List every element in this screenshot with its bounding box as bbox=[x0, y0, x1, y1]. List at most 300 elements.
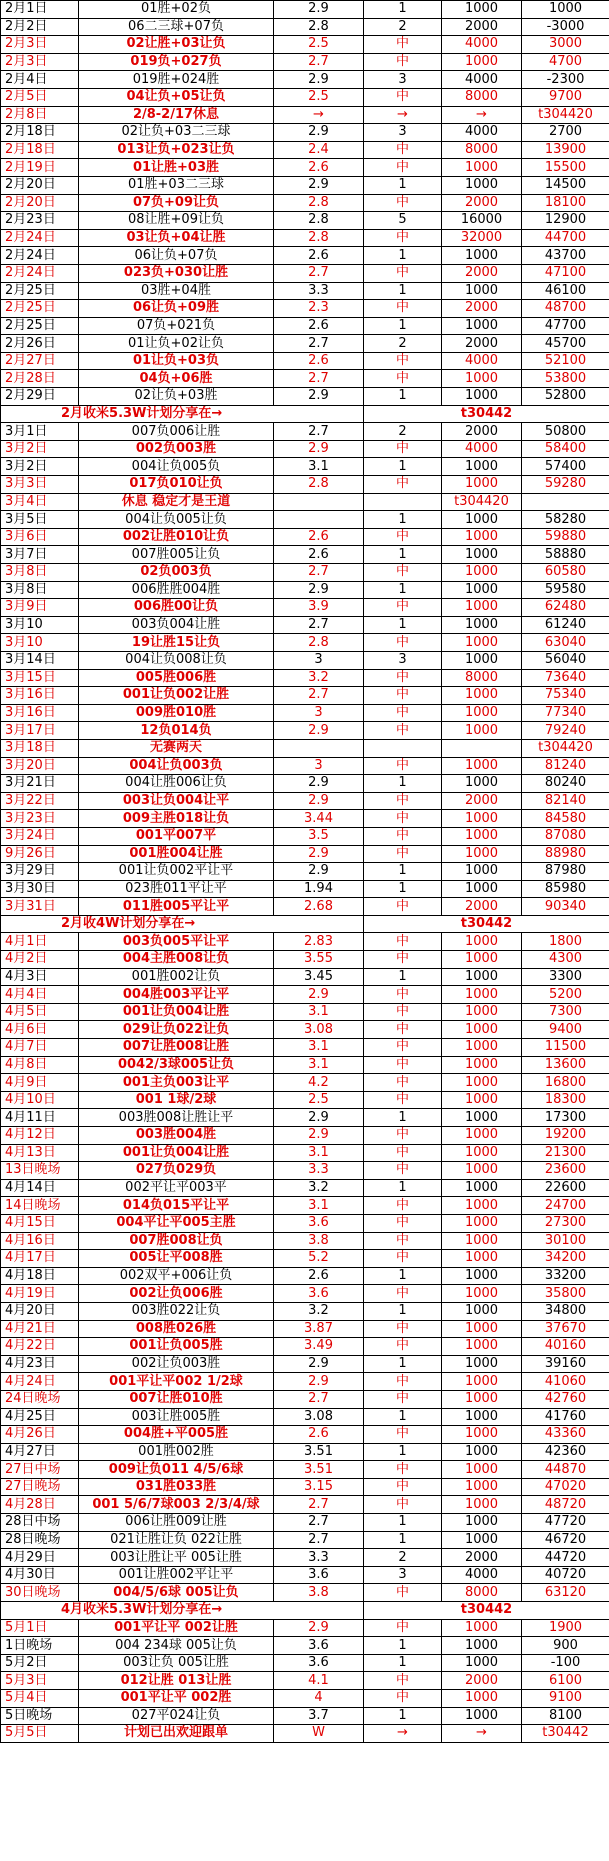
cell-pick: 休息 稳定才是王道 bbox=[79, 493, 274, 511]
cell-pick: 004让负003负 bbox=[79, 757, 274, 775]
cell-balance: 47700 bbox=[522, 317, 609, 335]
cell-pick: 003胜008让胜让平 bbox=[79, 1109, 274, 1127]
record-row bbox=[1, 792, 609, 810]
cell-stake: 1000 bbox=[442, 722, 522, 740]
cell-result: 中 bbox=[364, 564, 442, 582]
cell-balance: -2300 bbox=[522, 71, 609, 89]
cell-stake bbox=[442, 739, 522, 757]
cell-result: 中 bbox=[364, 352, 442, 370]
cell-odds: 3.1 bbox=[274, 458, 364, 476]
cell-stake: 1000 bbox=[442, 968, 522, 986]
record-row bbox=[1, 1003, 609, 1021]
cell-date: 3月4日 bbox=[1, 493, 79, 511]
cell-odds: 2.9 bbox=[274, 1355, 364, 1373]
cell-odds: 3.1 bbox=[274, 1039, 364, 1057]
cell-odds: 2.7 bbox=[274, 423, 364, 441]
cell-balance: 77340 bbox=[522, 704, 609, 722]
cell-odds: 3.1 bbox=[274, 1197, 364, 1215]
cell-result: 中 bbox=[364, 264, 442, 282]
cell-balance: 34800 bbox=[522, 1302, 609, 1320]
cell-result: 1 bbox=[364, 1408, 442, 1426]
cell-date: 4月25日 bbox=[1, 1408, 79, 1426]
cell-result: 中 bbox=[364, 1127, 442, 1145]
record-row bbox=[1, 370, 609, 388]
cell-date: 2月20日 bbox=[1, 194, 79, 212]
cell-balance: 13600 bbox=[522, 1056, 609, 1074]
cell-odds: W bbox=[274, 1725, 364, 1743]
record-row bbox=[1, 704, 609, 722]
cell-odds: 3.6 bbox=[274, 1566, 364, 1584]
cell-stake: 1000 bbox=[442, 863, 522, 881]
cell-odds: 3.7 bbox=[274, 1707, 364, 1725]
cell-odds: 2.7 bbox=[274, 53, 364, 71]
cell-odds: 2.9 bbox=[274, 845, 364, 863]
cell-stake: 1000 bbox=[442, 1390, 522, 1408]
cell-result: 中 bbox=[364, 1285, 442, 1303]
cell-date: 3月9日 bbox=[1, 599, 79, 617]
record-row bbox=[1, 687, 609, 705]
record-row bbox=[1, 1320, 609, 1338]
cell-date: 2月2日 bbox=[1, 18, 79, 36]
cell-stake: 1000 bbox=[442, 1127, 522, 1145]
record-row bbox=[1, 1074, 609, 1092]
record-row bbox=[1, 71, 609, 89]
cell-date: 14日晚场 bbox=[1, 1197, 79, 1215]
cell-balance: 75340 bbox=[522, 687, 609, 705]
cell-odds: 3 bbox=[274, 704, 364, 722]
cell-odds: 2.8 bbox=[274, 229, 364, 247]
cell-odds: 4.1 bbox=[274, 1672, 364, 1690]
cell-pick: 02负003负 bbox=[79, 564, 274, 582]
cell-stake: 2000 bbox=[442, 1672, 522, 1690]
cell-result: 中 bbox=[364, 141, 442, 159]
cell-balance: 30100 bbox=[522, 1232, 609, 1250]
record-row bbox=[1, 1496, 609, 1514]
cell-pick: 011胜005平让平 bbox=[79, 898, 274, 916]
cell-stake: 1000 bbox=[442, 1021, 522, 1039]
cell-stake: 1000 bbox=[442, 880, 522, 898]
record-row bbox=[1, 1408, 609, 1426]
cell-balance: 34200 bbox=[522, 1250, 609, 1268]
record-row bbox=[1, 1443, 609, 1461]
record-row bbox=[1, 1566, 609, 1584]
cell-date: 2月8日 bbox=[1, 106, 79, 124]
record-row bbox=[1, 300, 609, 318]
cell-result: 中 bbox=[364, 1214, 442, 1232]
record-row bbox=[1, 247, 609, 265]
cell-result: 中 bbox=[364, 827, 442, 845]
cell-pick: 003胜004胜 bbox=[79, 1127, 274, 1145]
cell-odds: 3.51 bbox=[274, 1443, 364, 1461]
record-row bbox=[1, 1, 609, 19]
cell-date: 27日晚场 bbox=[1, 1478, 79, 1496]
cell-pick: 002平让平003平 bbox=[79, 1179, 274, 1197]
cell-stake: 1000 bbox=[442, 1338, 522, 1356]
cell-stake: 2000 bbox=[442, 18, 522, 36]
record-row bbox=[1, 212, 609, 230]
record-row bbox=[1, 528, 609, 546]
cell-pick: 001平让平 002让胜 bbox=[79, 1619, 274, 1637]
cell-balance: 48700 bbox=[522, 300, 609, 318]
cell-odds: 3.3 bbox=[274, 282, 364, 300]
cell-result: 3 bbox=[364, 124, 442, 142]
cell-pick: 计划已出欢迎跟单 bbox=[79, 1725, 274, 1743]
cell-stake: 1000 bbox=[442, 1355, 522, 1373]
cell-odds: 3.2 bbox=[274, 1179, 364, 1197]
cell-date: 2月28日 bbox=[1, 370, 79, 388]
cell-balance: 62480 bbox=[522, 599, 609, 617]
record-row bbox=[1, 634, 609, 652]
cell-date: 2月25日 bbox=[1, 282, 79, 300]
cell-date: 2月19日 bbox=[1, 159, 79, 177]
cell-result: → bbox=[364, 1725, 442, 1743]
cell-odds: 2.9 bbox=[274, 440, 364, 458]
cell-date: 2月18日 bbox=[1, 124, 79, 142]
cell-date: 4月8日 bbox=[1, 1056, 79, 1074]
cell-date: 3月10 bbox=[1, 634, 79, 652]
cell-balance: 6100 bbox=[522, 1672, 609, 1690]
cell-date: 3月3日 bbox=[1, 476, 79, 494]
cell-date: 3月18日 bbox=[1, 739, 79, 757]
cell-result: 1 bbox=[364, 247, 442, 265]
cell-pick: 003让负 005让胜 bbox=[79, 1654, 274, 1672]
cell-stake: 4000 bbox=[442, 440, 522, 458]
cell-stake: 1000 bbox=[442, 476, 522, 494]
cell-date: 3月8日 bbox=[1, 564, 79, 582]
cell-date: 4月7日 bbox=[1, 1039, 79, 1057]
cell-stake: 1000 bbox=[442, 599, 522, 617]
cell-result: 中 bbox=[364, 687, 442, 705]
cell-balance: 47020 bbox=[522, 1478, 609, 1496]
cell-odds: 2.6 bbox=[274, 352, 364, 370]
cell-odds: 2.7 bbox=[274, 370, 364, 388]
cell-result: 中 bbox=[364, 1461, 442, 1479]
cell-balance: 58400 bbox=[522, 440, 609, 458]
cell-pick: 001让负002让胜 bbox=[79, 687, 274, 705]
cell-result: 1 bbox=[364, 282, 442, 300]
cell-date: 4月20日 bbox=[1, 1302, 79, 1320]
cell-odds: 2.9 bbox=[274, 1127, 364, 1145]
cell-date: 3月2日 bbox=[1, 458, 79, 476]
record-row bbox=[1, 1039, 609, 1057]
cell-stake: 1000 bbox=[442, 704, 522, 722]
cell-result: 5 bbox=[364, 212, 442, 230]
cell-pick: 005胜006胜 bbox=[79, 669, 274, 687]
cell-stake: 1000 bbox=[442, 1074, 522, 1092]
cell-odds bbox=[274, 493, 364, 511]
cell-odds: 2.8 bbox=[274, 634, 364, 652]
cell-odds: 2.9 bbox=[274, 863, 364, 881]
cell-result: 中 bbox=[364, 528, 442, 546]
record-row bbox=[1, 388, 609, 406]
cell-result: 中 bbox=[364, 1162, 442, 1180]
cell-balance: 24700 bbox=[522, 1197, 609, 1215]
cell-pick: 009主胜018让负 bbox=[79, 810, 274, 828]
cell-date: 3月8日 bbox=[1, 581, 79, 599]
cell-pick: 021让胜让负 022让胜 bbox=[79, 1531, 274, 1549]
cell-balance: 43700 bbox=[522, 247, 609, 265]
cell-odds: 2.7 bbox=[274, 1390, 364, 1408]
cell-balance: 11500 bbox=[522, 1039, 609, 1057]
cell-odds: 2.9 bbox=[274, 775, 364, 793]
record-row bbox=[1, 229, 609, 247]
record-row bbox=[1, 616, 609, 634]
cell-result: 1 bbox=[364, 616, 442, 634]
cell-odds: 3.2 bbox=[274, 669, 364, 687]
cell-date: 2月5日 bbox=[1, 88, 79, 106]
cell-pick: 001胜004让胜 bbox=[79, 845, 274, 863]
cell-pick: 009让负011 4/5/6球 bbox=[79, 1461, 274, 1479]
cell-odds: → bbox=[274, 106, 364, 124]
cell-odds: 3.5 bbox=[274, 827, 364, 845]
cell-date: 28日晚场 bbox=[1, 1531, 79, 1549]
cell-date: 4月9日 bbox=[1, 1074, 79, 1092]
cell-date: 3月22日 bbox=[1, 792, 79, 810]
cell-pick: 006胜00让负 bbox=[79, 599, 274, 617]
record-row bbox=[1, 1197, 609, 1215]
cell-odds: 3.6 bbox=[274, 1285, 364, 1303]
record-row bbox=[1, 176, 609, 194]
cell-result: 1 bbox=[364, 511, 442, 529]
record-row bbox=[1, 1109, 609, 1127]
cell-balance bbox=[522, 493, 609, 511]
cell-pick: 008胜026胜 bbox=[79, 1320, 274, 1338]
cell-odds bbox=[274, 739, 364, 757]
cell-stake: 1000 bbox=[442, 317, 522, 335]
cell-odds: 2.83 bbox=[274, 933, 364, 951]
cell-balance: 73640 bbox=[522, 669, 609, 687]
cell-pick: 002让负003胜 bbox=[79, 1355, 274, 1373]
cell-date: 27日中场 bbox=[1, 1461, 79, 1479]
cell-balance: 79240 bbox=[522, 722, 609, 740]
cell-balance: 57400 bbox=[522, 458, 609, 476]
cell-result: 中 bbox=[364, 1619, 442, 1637]
cell-odds: 3.3 bbox=[274, 1549, 364, 1567]
cell-pick: 023胜011平让平 bbox=[79, 880, 274, 898]
cell-result: 中 bbox=[364, 53, 442, 71]
record-row bbox=[1, 36, 609, 54]
cell-stake: 8000 bbox=[442, 1584, 522, 1602]
record-row bbox=[1, 53, 609, 71]
cell-odds: 3.6 bbox=[274, 1637, 364, 1655]
summary-code: t30442 bbox=[364, 405, 609, 423]
cell-balance: 3300 bbox=[522, 968, 609, 986]
record-row bbox=[1, 651, 609, 669]
record-row bbox=[1, 810, 609, 828]
cell-stake: 1000 bbox=[442, 1267, 522, 1285]
cell-balance: 3000 bbox=[522, 36, 609, 54]
cell-stake: 4000 bbox=[442, 36, 522, 54]
cell-date: 4月17日 bbox=[1, 1250, 79, 1268]
cell-result: 中 bbox=[364, 370, 442, 388]
cell-balance: 1000 bbox=[522, 1, 609, 19]
cell-odds: 3.51 bbox=[274, 1461, 364, 1479]
cell-date: 4月14日 bbox=[1, 1179, 79, 1197]
cell-result: 中 bbox=[364, 1074, 442, 1092]
cell-result: 1 bbox=[364, 863, 442, 881]
record-row bbox=[1, 141, 609, 159]
cell-balance: 58280 bbox=[522, 511, 609, 529]
cell-balance: 63040 bbox=[522, 634, 609, 652]
cell-pick: 004让胜006让负 bbox=[79, 775, 274, 793]
cell-balance: 22600 bbox=[522, 1179, 609, 1197]
cell-stake: 1000 bbox=[442, 757, 522, 775]
record-row bbox=[1, 493, 609, 511]
cell-balance: 84580 bbox=[522, 810, 609, 828]
cell-balance: 46100 bbox=[522, 282, 609, 300]
cell-balance: 18100 bbox=[522, 194, 609, 212]
cell-odds: 1.94 bbox=[274, 880, 364, 898]
cell-stake: 1000 bbox=[442, 1197, 522, 1215]
cell-balance: 4700 bbox=[522, 53, 609, 71]
cell-balance: 53800 bbox=[522, 370, 609, 388]
cell-odds: 2.7 bbox=[274, 1514, 364, 1532]
cell-balance: 87980 bbox=[522, 863, 609, 881]
cell-date: 4月16日 bbox=[1, 1232, 79, 1250]
cell-odds: 2.9 bbox=[274, 792, 364, 810]
cell-result: 2 bbox=[364, 423, 442, 441]
cell-date: 3月7日 bbox=[1, 546, 79, 564]
cell-odds: 2.6 bbox=[274, 546, 364, 564]
cell-stake: 1000 bbox=[442, 616, 522, 634]
cell-date: 4月4日 bbox=[1, 986, 79, 1004]
cell-date: 2月1日 bbox=[1, 1, 79, 19]
cell-stake: 1000 bbox=[442, 176, 522, 194]
cell-date: 30日晚场 bbox=[1, 1584, 79, 1602]
cell-pick: 004胜003平让平 bbox=[79, 986, 274, 1004]
cell-stake: 1000 bbox=[442, 528, 522, 546]
cell-stake: 1000 bbox=[442, 247, 522, 265]
cell-stake: 2000 bbox=[442, 264, 522, 282]
cell-balance: 45700 bbox=[522, 335, 609, 353]
cell-balance: 9700 bbox=[522, 88, 609, 106]
cell-odds: 2.3 bbox=[274, 300, 364, 318]
cell-odds: 3.49 bbox=[274, 1338, 364, 1356]
record-row bbox=[1, 1373, 609, 1391]
cell-pick: 007胜005让负 bbox=[79, 546, 274, 564]
cell-date: 5月1日 bbox=[1, 1619, 79, 1637]
cell-balance: 12900 bbox=[522, 212, 609, 230]
cell-result: 3 bbox=[364, 1566, 442, 1584]
cell-result: 1 bbox=[364, 1179, 442, 1197]
record-row bbox=[1, 124, 609, 142]
cell-odds: 2.9 bbox=[274, 71, 364, 89]
cell-stake: 16000 bbox=[442, 212, 522, 230]
cell-odds: 2.6 bbox=[274, 317, 364, 335]
cell-pick: 03让负+04让胜 bbox=[79, 229, 274, 247]
cell-result: 中 bbox=[364, 1426, 442, 1444]
cell-stake: 1000 bbox=[442, 1320, 522, 1338]
record-row bbox=[1, 511, 609, 529]
cell-stake: 1000 bbox=[442, 159, 522, 177]
cell-balance: 63120 bbox=[522, 1584, 609, 1602]
cell-balance: 41760 bbox=[522, 1408, 609, 1426]
cell-stake: 8000 bbox=[442, 669, 522, 687]
cell-stake: 2000 bbox=[442, 898, 522, 916]
cell-odds: 3 bbox=[274, 651, 364, 669]
cell-odds: 2.9 bbox=[274, 1619, 364, 1637]
cell-pick: 001 1球/2球 bbox=[79, 1091, 274, 1109]
cell-result: 1 bbox=[364, 581, 442, 599]
cell-result: 1 bbox=[364, 317, 442, 335]
cell-result: 中 bbox=[364, 440, 442, 458]
cell-result: 中 bbox=[364, 933, 442, 951]
record-row bbox=[1, 863, 609, 881]
cell-result: 中 bbox=[364, 1373, 442, 1391]
cell-pick: 001主负003让平 bbox=[79, 1074, 274, 1092]
cell-pick: 004胜+平005胜 bbox=[79, 1426, 274, 1444]
cell-date: 3月29日 bbox=[1, 863, 79, 881]
cell-odds: 3.87 bbox=[274, 1320, 364, 1338]
cell-pick: 006让胜009让胜 bbox=[79, 1514, 274, 1532]
record-row bbox=[1, 1338, 609, 1356]
cell-pick: 004让负008让负 bbox=[79, 651, 274, 669]
cell-pick: 006胜胜004胜 bbox=[79, 581, 274, 599]
cell-pick: 029让负022让负 bbox=[79, 1021, 274, 1039]
cell-odds: 3.44 bbox=[274, 810, 364, 828]
cell-result: 中 bbox=[364, 1021, 442, 1039]
cell-date: 4月23日 bbox=[1, 1355, 79, 1373]
cell-odds: 2.4 bbox=[274, 141, 364, 159]
cell-date: 4月24日 bbox=[1, 1373, 79, 1391]
cell-pick: 004/5/6球 005让负 bbox=[79, 1584, 274, 1602]
record-row bbox=[1, 827, 609, 845]
cell-balance: 59880 bbox=[522, 528, 609, 546]
cell-date: 4月27日 bbox=[1, 1443, 79, 1461]
record-row bbox=[1, 159, 609, 177]
cell-pick: 001平让平002 1/2球 bbox=[79, 1373, 274, 1391]
record-row bbox=[1, 1637, 609, 1655]
cell-pick: 007让胜008让胜 bbox=[79, 1039, 274, 1057]
cell-date: 3月30日 bbox=[1, 880, 79, 898]
cell-odds: 2.5 bbox=[274, 88, 364, 106]
cell-balance: 59580 bbox=[522, 581, 609, 599]
cell-stake: 1000 bbox=[442, 1654, 522, 1672]
cell-odds: 2.6 bbox=[274, 247, 364, 265]
cell-date: 28日中场 bbox=[1, 1514, 79, 1532]
cell-odds: 3.8 bbox=[274, 1232, 364, 1250]
cell-date: 4月1日 bbox=[1, 933, 79, 951]
cell-odds: 2.7 bbox=[274, 564, 364, 582]
record-rows bbox=[1, 1, 609, 1743]
cell-result: 1 bbox=[364, 1302, 442, 1320]
cell-pick: 001让负002平让平 bbox=[79, 863, 274, 881]
cell-pick: 023负+030让胜 bbox=[79, 264, 274, 282]
cell-stake: 4000 bbox=[442, 71, 522, 89]
record-row bbox=[1, 106, 609, 124]
cell-result: 3 bbox=[364, 651, 442, 669]
cell-balance: 9400 bbox=[522, 1021, 609, 1039]
cell-result: 中 bbox=[364, 1320, 442, 1338]
cell-odds: 2.6 bbox=[274, 1267, 364, 1285]
cell-odds: 2.9 bbox=[274, 1, 364, 19]
cell-pick: 001让负005胜 bbox=[79, 1338, 274, 1356]
cell-result: 中 bbox=[364, 1144, 442, 1162]
record-row bbox=[1, 1091, 609, 1109]
cell-result: 中 bbox=[364, 159, 442, 177]
cell-stake: 1000 bbox=[442, 388, 522, 406]
cell-odds: 2.6 bbox=[274, 1426, 364, 1444]
summary-note: 4月收米5.3W计划分享在→ bbox=[1, 1602, 364, 1620]
cell-odds: 2.7 bbox=[274, 335, 364, 353]
cell-pick: 06让负+07负 bbox=[79, 247, 274, 265]
cell-date: 4月21日 bbox=[1, 1320, 79, 1338]
summary-code: t30442 bbox=[364, 915, 609, 933]
cell-balance: 15500 bbox=[522, 159, 609, 177]
cell-result: 中 bbox=[364, 1338, 442, 1356]
cell-balance: 5200 bbox=[522, 986, 609, 1004]
cell-result: 1 bbox=[364, 1355, 442, 1373]
